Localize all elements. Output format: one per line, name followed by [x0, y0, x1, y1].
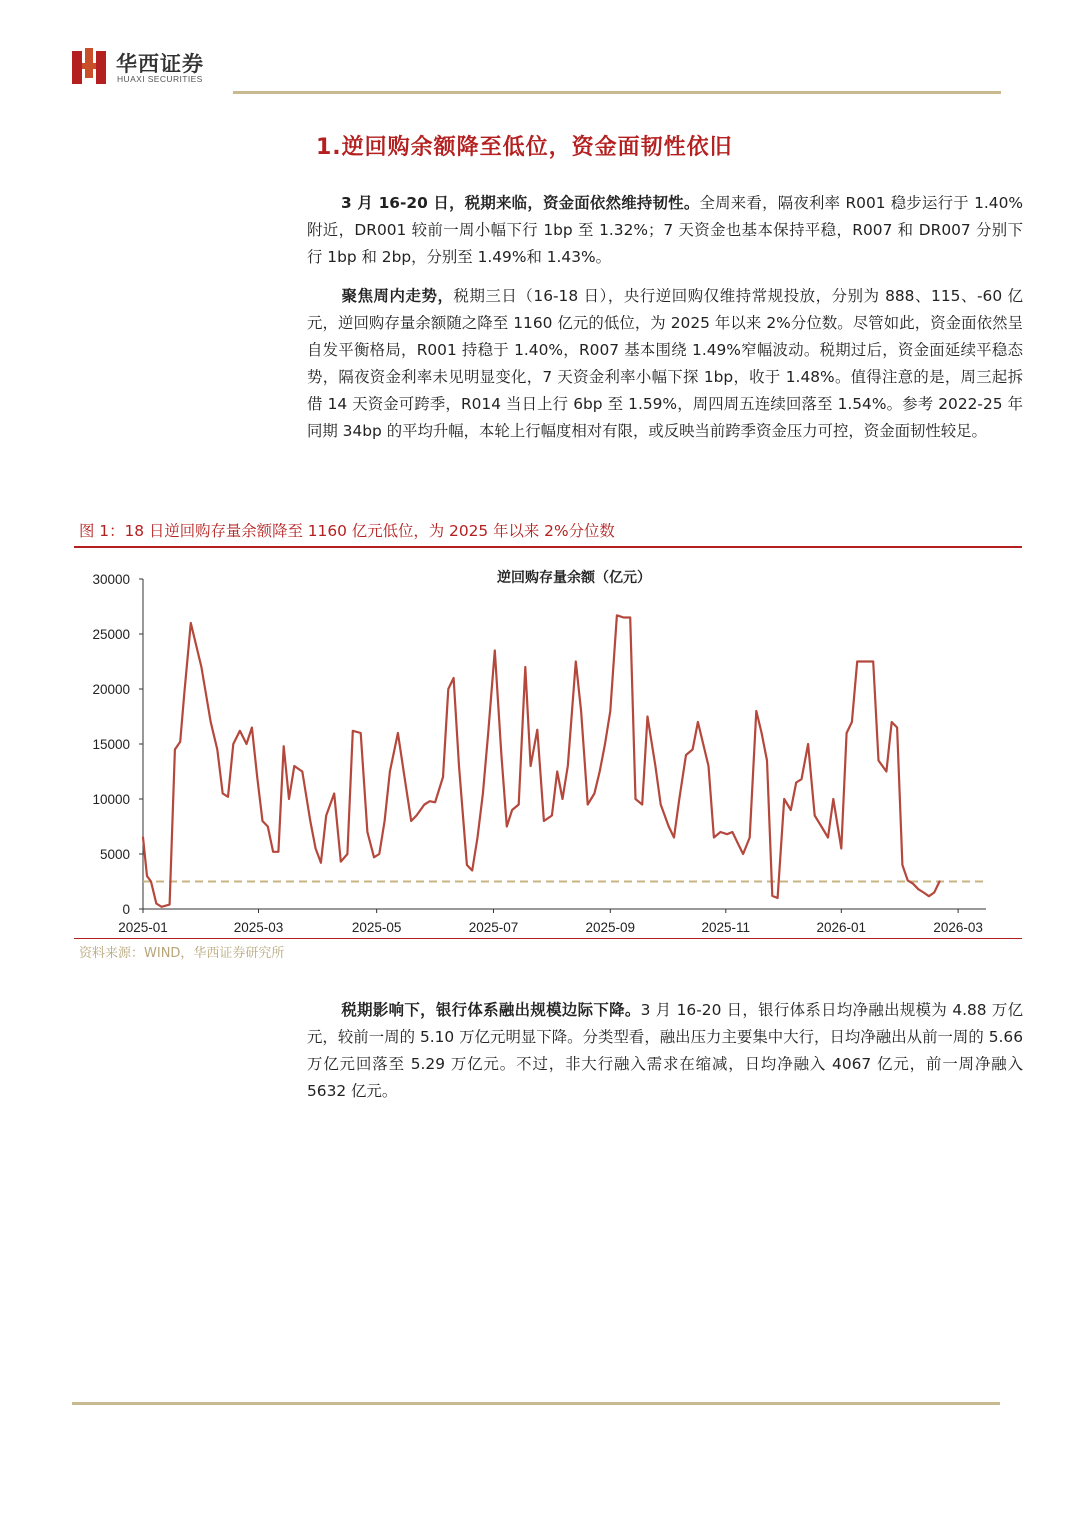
x-axis — [118, 909, 986, 935]
paragraph-1-body: 全周来看，隔夜利率 R001 稳步运行于 1.40%附近，DR001 较前一周小幅下行 1bp 至 1.32%；7 天资金也基本保持平稳，R007 和 DR007 分别下行 1bp 和 2bp，分别至 1.49%和 1.43%。 — [307, 194, 1023, 266]
y-tick-label: 30000 — [92, 572, 130, 587]
x-tick-label: 2026-01 — [816, 920, 867, 935]
series-line — [143, 615, 940, 907]
y-tick-label: 5000 — [99, 847, 130, 862]
series-layer — [143, 615, 940, 907]
footer-rule — [72, 1402, 1000, 1405]
x-tick-label: 2025-05 — [351, 920, 402, 935]
paragraph-3-body: 3 月 16-20 日，银行体系日均净融出规模为 4.88 万亿元，较前一周的 5.10 万亿元明显下降。分类型看，融出压力主要集中大行，日均净融出从前一周的 5.66 万亿元回落至 5.29 万亿元。不过，非大行融入需求在缩减，日均净融入 4067 亿元，前一周净融入 5632 亿元。 — [307, 1001, 1023, 1100]
paragraph-2-body: 税期三日（16-18 日），央行逆回购仅维持常规投放，分别为 888、115、-60 亿元，逆回购存量余额随之降至 1160 亿元的低位，为 2025 年以来 2%分位数。尽管如此，资金面依然呈自发平衡格局，R001 持稳于 1.40%，R007 基本围绕 1.49%窄幅波动。税期过后，资金面延续平稳态势，隔夜资金利率未见明显变化，7 天资金利率小幅下探 1bp，收于 1.48%。值得注意的是，周三起拆借 14 天资金可跨季，R014 当日上行 6bp 至 1.59%，周四周五连续回落至 1.54%。参考 2022-25 年同期 34bp 的平均升幅，本轮上行幅度相对有限，或反映当前跨季资金压力可控，资金面韧性较足。 — [307, 287, 1023, 440]
section-title: 1.逆回购余额降至低位，资金面韧性依旧 — [316, 135, 733, 160]
x-tick-label: 2026-03 — [933, 920, 983, 935]
x-tick-label: 2025-09 — [585, 920, 636, 935]
reverse-repo-balance-chart — [74, 556, 1022, 936]
figure-source: 资料来源：WIND，华西证券研究所 — [79, 946, 285, 961]
paragraph-1 — [307, 190, 1023, 271]
paragraph-2-lead: 聚焦周内走势， — [341, 287, 454, 305]
x-tick-label: 2025-01 — [118, 920, 168, 935]
x-tick-label: 2025-07 — [468, 920, 519, 935]
paragraph-2 — [307, 283, 1023, 445]
logo-chinese-name: 华西证券 — [116, 52, 204, 76]
header-rule — [233, 91, 1001, 94]
y-axis — [92, 572, 143, 917]
figure-title: 图 1：18 日逆回购存量余额降至 1160 亿元低位，为 2025 年以来 2%分位数 — [79, 522, 615, 540]
paragraph-3 — [307, 997, 1023, 1105]
y-tick-label: 15000 — [92, 737, 130, 752]
figure-top-rule — [74, 546, 1022, 548]
y-tick-label: 25000 — [92, 627, 130, 642]
paragraph-1-lead: 3 月 16-20 日，税期来临，资金面依然维持韧性。 — [341, 194, 700, 212]
paragraph-3-lead: 税期影响下，银行体系融出规模边际下降。 — [341, 1001, 641, 1019]
figure-bottom-rule — [74, 938, 1022, 939]
y-tick-label: 10000 — [92, 792, 130, 807]
company-logo — [72, 48, 232, 92]
x-tick-label: 2025-03 — [233, 920, 284, 935]
logo-english-name: HUAXI SECURITIES — [117, 74, 203, 84]
y-tick-label: 0 — [122, 902, 130, 917]
huaxi-logo-icon — [72, 48, 106, 84]
y-tick-label: 20000 — [92, 682, 130, 697]
x-tick-label: 2025-11 — [701, 920, 751, 935]
chart-title: 逆回购存量余额（亿元） — [497, 570, 651, 586]
